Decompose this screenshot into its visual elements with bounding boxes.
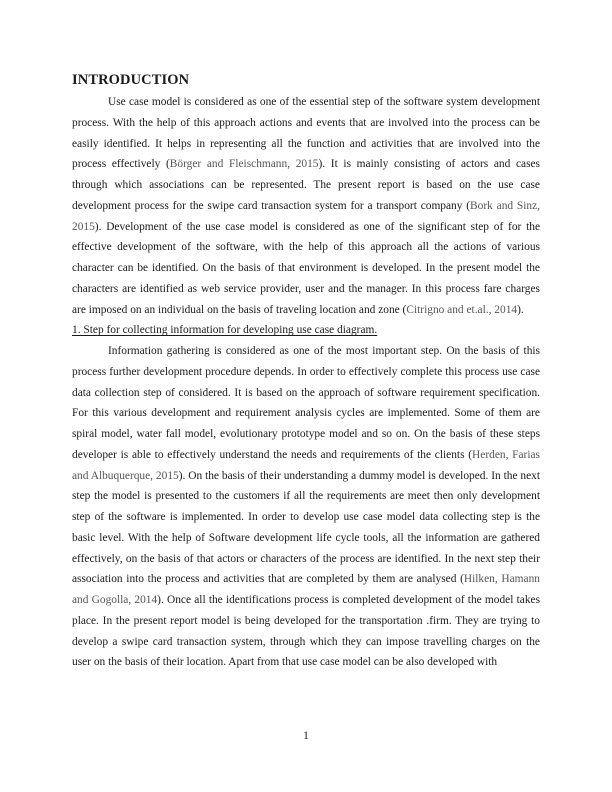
section-heading-introduction: INTRODUCTION	[72, 72, 190, 88]
page-content	[72, 70, 540, 673]
section-1-paragraph	[72, 341, 540, 673]
intro-text-3: ). Development of the use case model is considered as one of the significant step of for the effective development of the software, with the help of this approach all the actions of various character can be identified. On the basis of that environment is developed. In the present model the characters are identified as web service provider, user and the manager. In this process fare charges are imposed on an individual on the basis of traveling location and zone (	[72, 220, 540, 316]
intro-text-4: ).	[517, 303, 524, 316]
citation-herden-farias-albuquerque: Herden, Farias and Albuquerque, 2015	[72, 448, 540, 482]
citation-hilken-hamann-gogolla: Hilken, Hamann and Gogolla, 2014	[72, 573, 540, 606]
citation-borger-fleischmann: Börger and Fleischmann, 2015	[169, 158, 319, 171]
citation-bork-sinz: Bork and Sinz, 2015	[72, 199, 540, 233]
intro-text-2: ). It is mainly consisting of actors and cases through which associations can be represented. The present report is based on the use case development process for the swipe card transaction system for a transport company (	[72, 158, 540, 212]
introduction-paragraph	[72, 92, 540, 320]
section-1-text-1: Information gathering is considered as one of the most important step. On the basis of this process further development procedure depends. In order to effectively complete this process use case data collection step of considered. It is based on the approach of software requirement specification. For this various development and requirement analysis cycles are implemented. Some of them are spiral model, water fall model, evolutionary prototype model and so on. On the basis of these steps developer is able to effectively understand the needs and requirements of the clients (	[72, 345, 540, 461]
intro-text-1: Use case model is considered as one of the essential step of the software system development process. With the help of this approach actions and events that are involved into the process can be easily identified. It helps in representing all the function and activities that are involved into the process effectively (	[72, 96, 540, 171]
section-1-text-3: ). Once all the identifications process is completed development of the model takes place. In the present report model is being developed for the transportation .firm. They are trying to develop a swipe card transaction system, through which they can impose travelling charges on the user on the basis of their location. Apart from that use case model can be also developed with	[72, 594, 540, 669]
citation-citrigno: Citrigno and et.al., 2014	[406, 303, 518, 316]
section-1-title: 1. Step for collecting information for developing use case diagram.	[72, 324, 378, 337]
page-number: 1	[303, 730, 309, 742]
section-1-text-2: ). On the basis of their understanding a dummy model is developed. In the next step the model is presented to the customers if all the requirements are meet then only development step of the software is implemented. In order to develop use case model data collecting step is the basic level. With the help of Software development life cycle tools, all the information are gathered effectively, on the basis of that actors or characters of the process are identified. In the next step their association into the process and activities that are completed by them are analysed (	[72, 469, 541, 586]
